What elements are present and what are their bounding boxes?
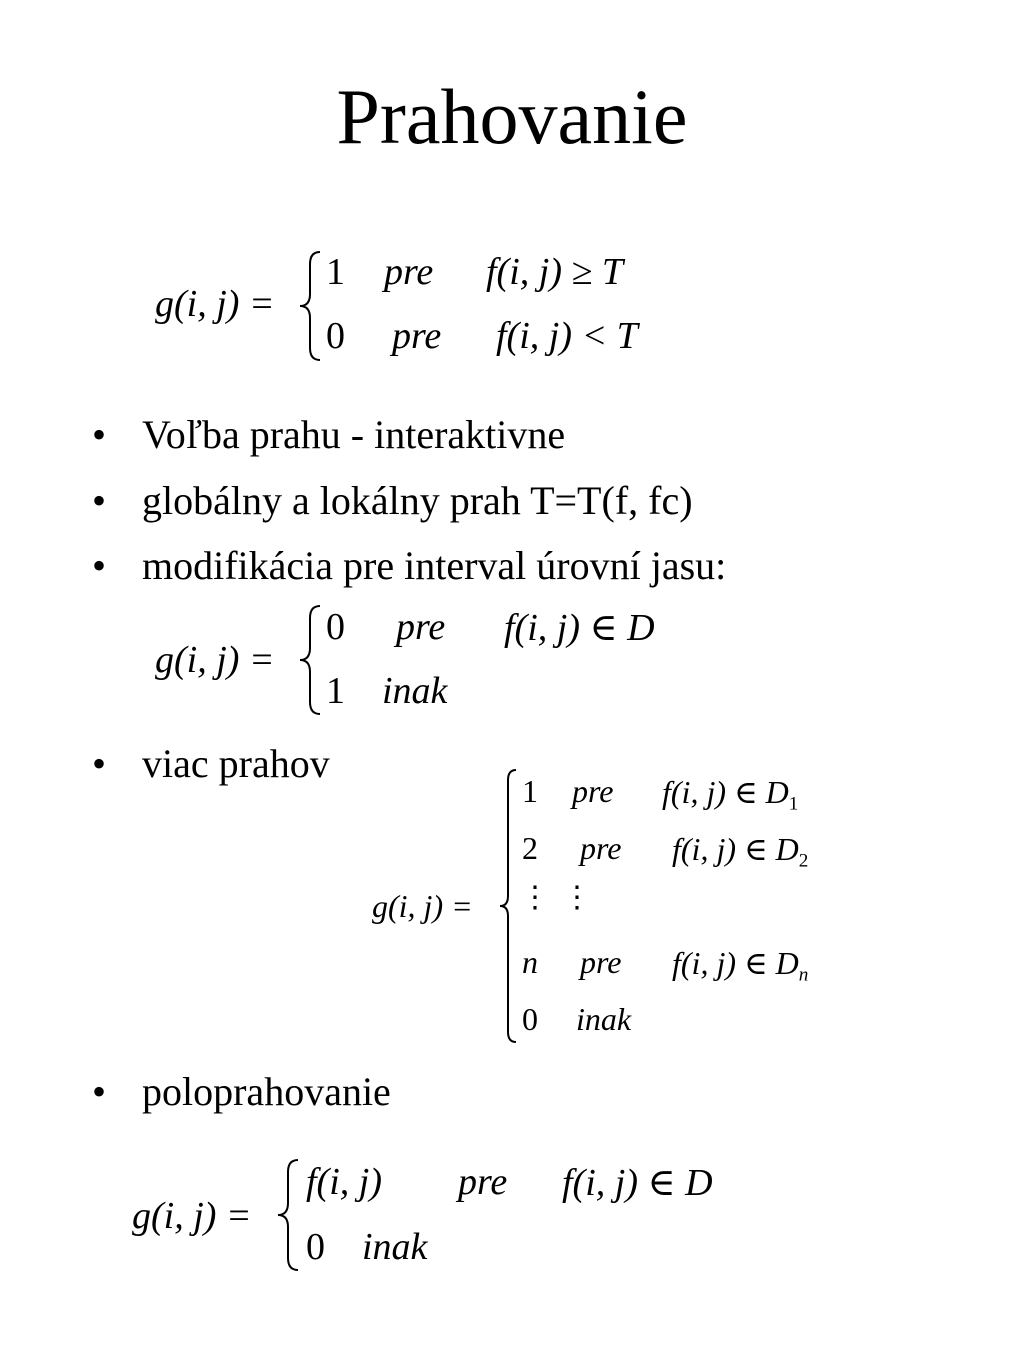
formula-lhs: g(i, j) = bbox=[132, 1195, 252, 1237]
bullet-dot: • bbox=[92, 412, 107, 457]
bullet-text: globálny a lokálny prah T=T(f, fc) bbox=[142, 478, 693, 523]
case-value: 2 bbox=[522, 830, 538, 866]
case-condition: inak bbox=[382, 670, 448, 712]
bullet-dot: • bbox=[92, 543, 107, 588]
case-value: 0 bbox=[326, 315, 345, 357]
case-condition: pre bbox=[580, 830, 622, 866]
case-value: 0 bbox=[306, 1226, 325, 1268]
subscript: 2 bbox=[798, 850, 809, 872]
expression-text: f(i, j) ∈ D bbox=[672, 945, 799, 981]
expression-text: f(i, j) ∈ D bbox=[662, 774, 789, 810]
case-condition: pre bbox=[580, 944, 622, 980]
case-expression: f(i, j) ∈ D bbox=[562, 1162, 713, 1204]
formula-lhs: g(i, j) = bbox=[155, 639, 275, 681]
case-condition: pre bbox=[572, 773, 614, 809]
case-expression: f(i, j) < T bbox=[496, 315, 638, 357]
bullet-item bbox=[92, 478, 693, 523]
bullet-item bbox=[92, 1069, 391, 1114]
bullet-item bbox=[92, 412, 566, 457]
subscript: n bbox=[798, 964, 809, 986]
case-value: f(i, j) bbox=[306, 1161, 382, 1203]
case-value: 1 bbox=[326, 251, 345, 293]
case-expression: f(i, j) ∈ D bbox=[504, 607, 655, 649]
bullet-item bbox=[92, 741, 330, 786]
bullet-dot: • bbox=[92, 478, 107, 523]
slide-title: Prahovanie bbox=[336, 73, 688, 160]
case-expression bbox=[672, 944, 808, 987]
bullet-dot: • bbox=[92, 741, 107, 786]
bullet-dot: • bbox=[92, 1069, 107, 1114]
case-expression bbox=[662, 773, 798, 816]
case-condition: pre bbox=[458, 1161, 508, 1203]
case-value: 0 bbox=[522, 1001, 538, 1037]
case-value: 1 bbox=[522, 773, 538, 809]
expression-text: f(i, j) ∈ D bbox=[672, 831, 799, 867]
formula-lhs: g(i, j) = bbox=[155, 283, 275, 325]
case-expression: f(i, j) ≥ T bbox=[486, 251, 623, 293]
case-condition: pre bbox=[392, 315, 442, 357]
vertical-dots: ⋮ bbox=[520, 881, 550, 914]
bullet-text: Voľba prahu - interaktivne bbox=[142, 412, 566, 457]
vertical-dots: ⋮ bbox=[562, 881, 592, 914]
case-value: 1 bbox=[326, 670, 345, 712]
formula-lhs: g(i, j) = bbox=[372, 888, 473, 924]
case-condition: inak bbox=[576, 1001, 632, 1037]
left-brace bbox=[276, 1158, 302, 1272]
bullet-text: poloprahovanie bbox=[142, 1069, 391, 1114]
bullet-text: viac prahov bbox=[142, 741, 330, 786]
left-brace bbox=[298, 250, 324, 362]
bullet-text: modifikácia pre interval úrovní jasu: bbox=[142, 543, 727, 588]
case-value: n bbox=[522, 944, 538, 980]
left-brace bbox=[298, 604, 324, 716]
case-condition: inak bbox=[362, 1226, 428, 1268]
subscript: 1 bbox=[788, 793, 799, 815]
case-value: 0 bbox=[326, 606, 345, 648]
case-condition: pre bbox=[384, 251, 434, 293]
left-brace bbox=[498, 768, 520, 1044]
case-condition: pre bbox=[396, 606, 446, 648]
bullet-item bbox=[92, 543, 727, 588]
case-expression bbox=[672, 830, 808, 873]
